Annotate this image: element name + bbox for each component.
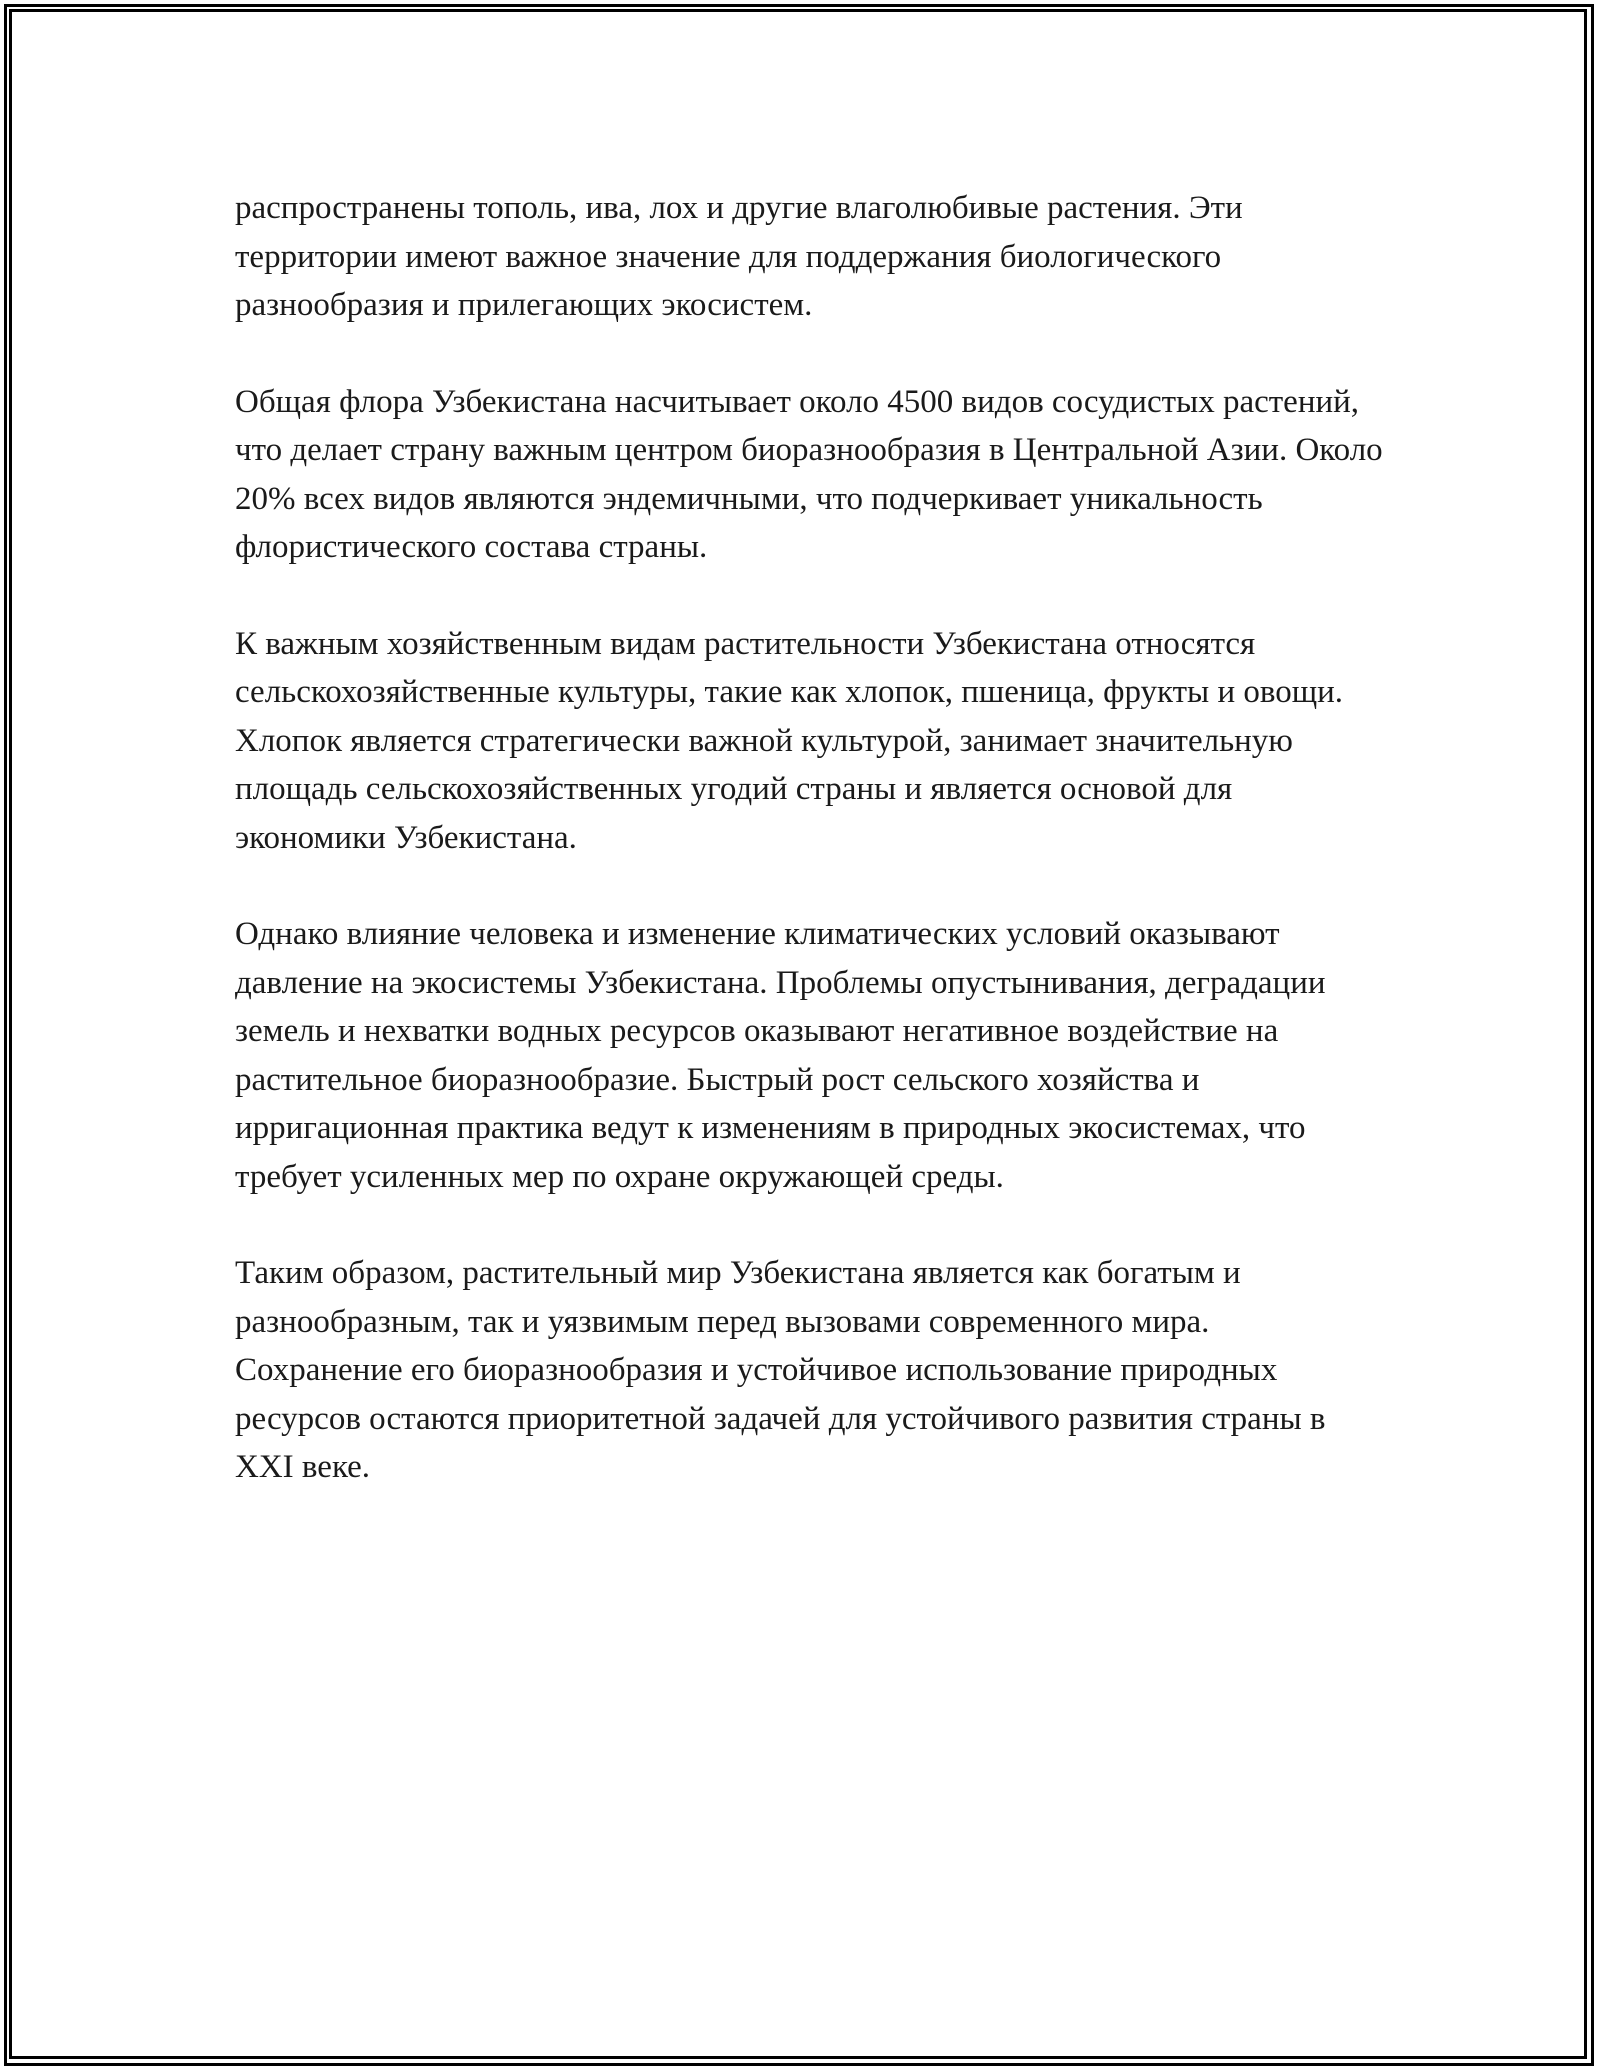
document-body: [235, 184, 1385, 1540]
paragraph-4: Однако влияние человека и изменение климатических условий оказывают давление на экосистемы Узбекистана. Проблемы опустынивания, деградации земель и нехватки водных ресурсов оказывают негативное воздействие на растительное биоразнообразие. Быстрый рост сельского хозяйства и ирригационная практика ведут к изменениям в природных экосистемах, что требует усиленных мер по охране окружающей среды.: [235, 916, 1326, 1195]
paragraph-3: К важным хозяйственным видам растительности Узбекистана относятся сельскохозяйственные культуры, такие как хлопок, пшеница, фрукты и овощи. Хлопок является стратегически важной культурой, занимает значительную площадь сельскохозяйственных угодий страны и является основой для экономики Узбекистана.: [235, 625, 1344, 856]
paragraph-2: Общая флора Узбекистана насчитывает около 4500 видов сосудистых растений, что делает страну важным центром биоразнообразия в Центральной Азии. Около 20% всех видов являются эндемичными, что подчеркивает уникальность флористического состава страны.: [235, 383, 1383, 565]
paragraph-5: Таким образом, растительный мир Узбекистана является как богатым и разнообразным, так и уязвимым перед вызовами современного мира. Сохранение его биоразнообразия и устойчивое использование природных ресурсов остаются приоритетной задачей для устойчивого развития страны в XXI веке.: [235, 1255, 1326, 1485]
paragraph-1: распространены тополь, ива, лох и другие влаголюбивые растения. Эти территории имеют важное значение для поддержания биологического разнообразия и прилегающих экосистем.: [235, 190, 1243, 323]
